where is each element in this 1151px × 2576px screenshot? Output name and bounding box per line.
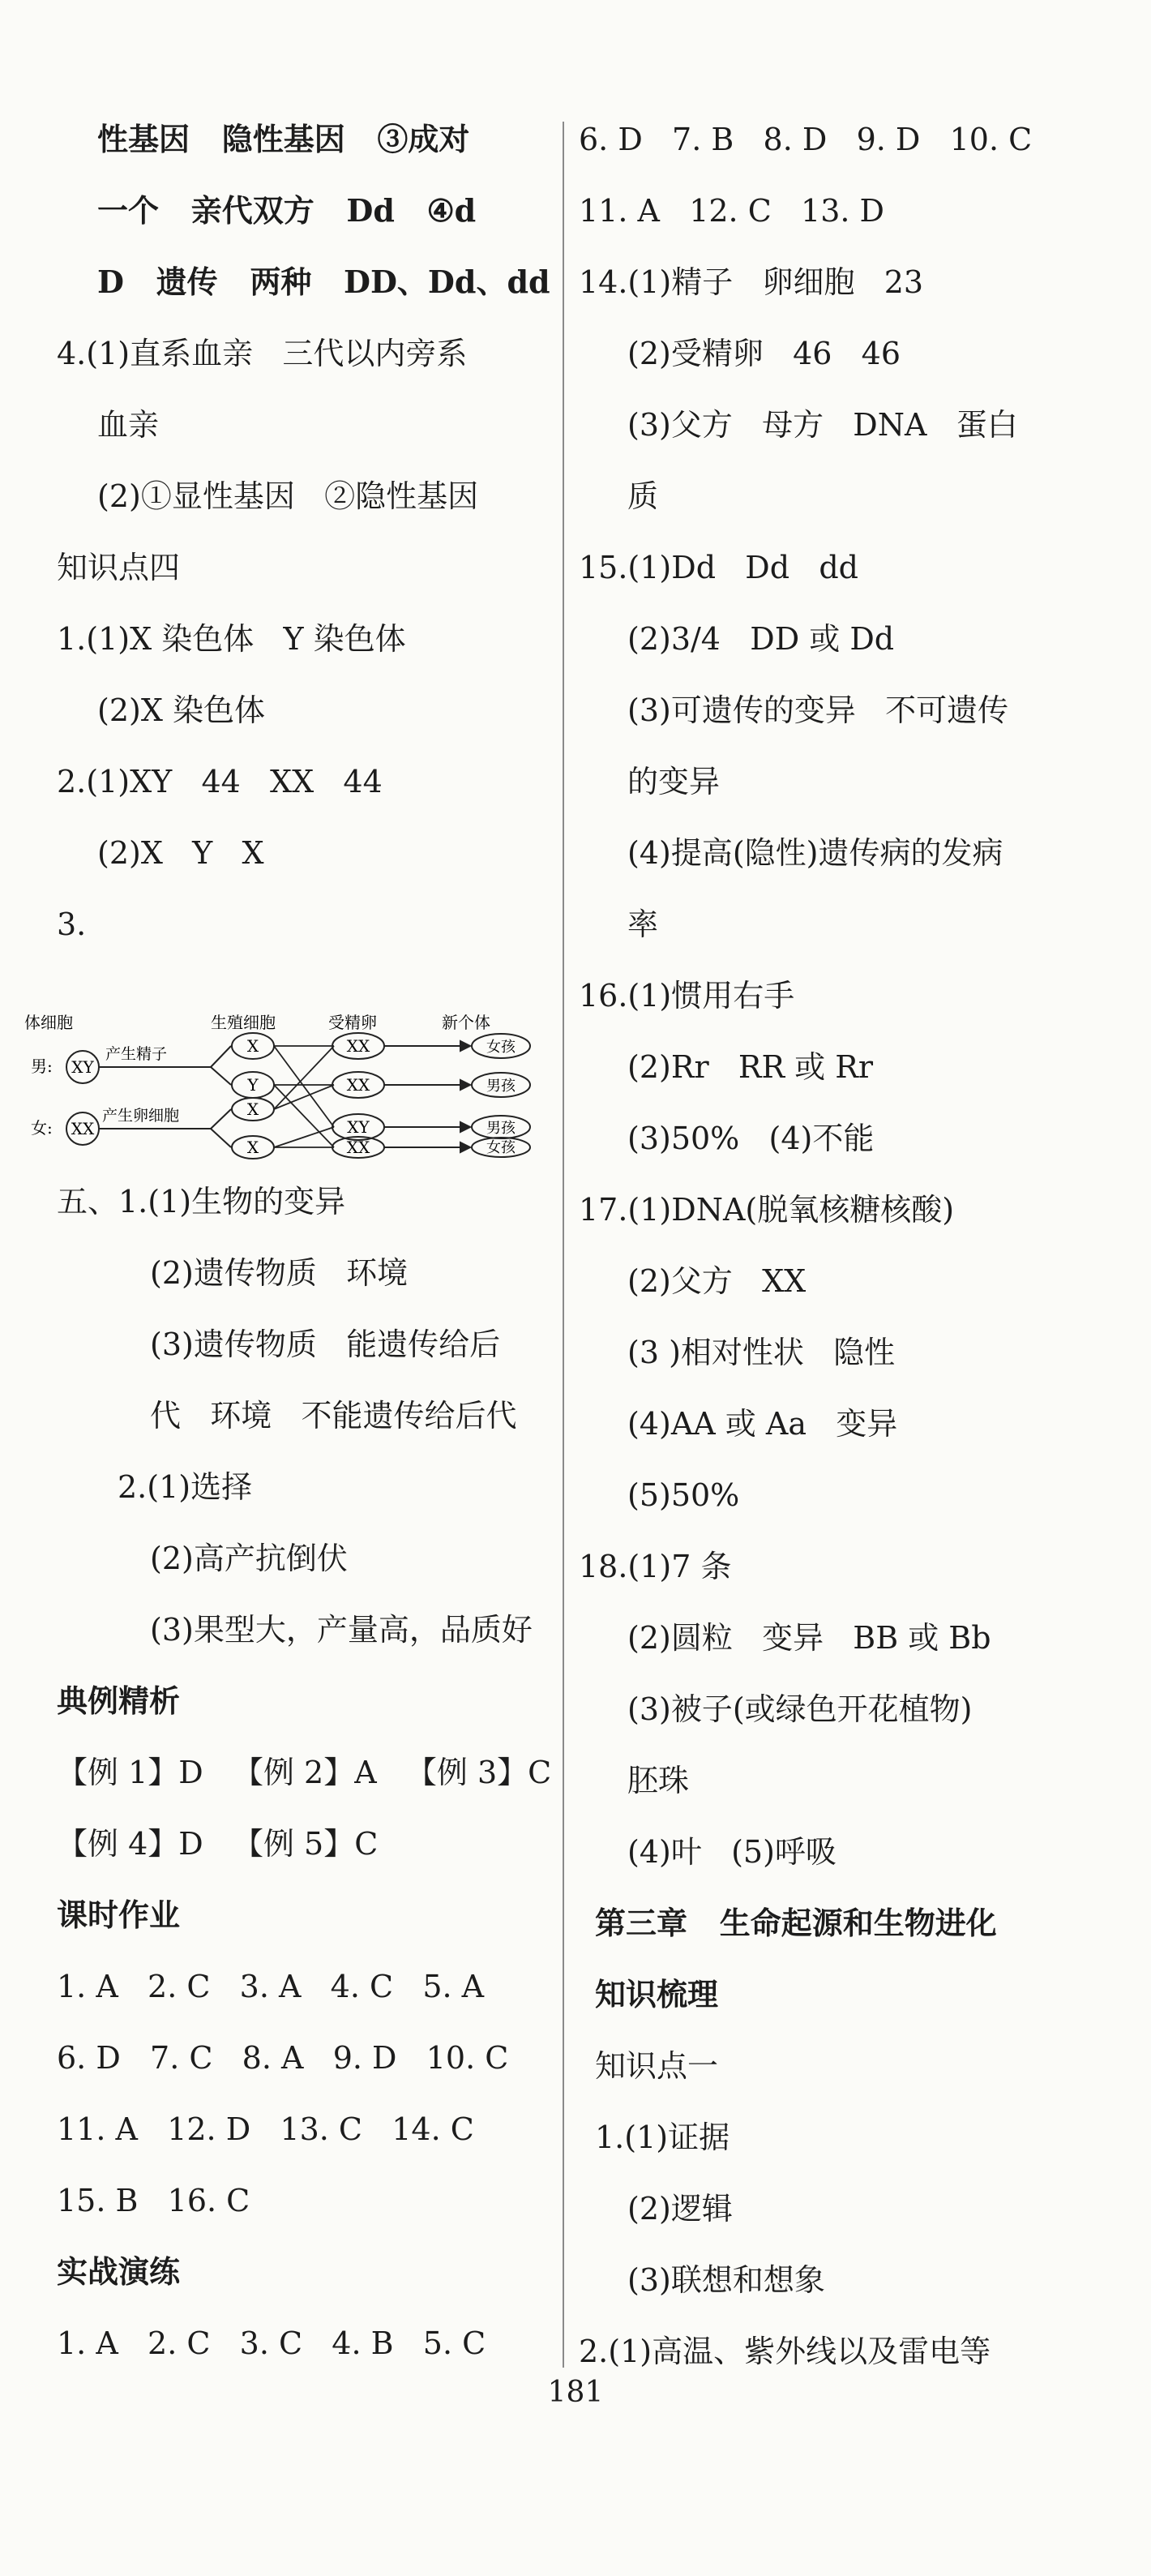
svg-text:Y: Y <box>247 1075 259 1095</box>
text-line: 知识梳理 <box>595 1976 719 2012</box>
svg-text:XY: XY <box>347 1117 370 1137</box>
text-line: 【例 1】D 【例 2】A 【例 3】C <box>57 1755 552 1790</box>
zygote <box>332 1072 384 1098</box>
text-line: 16.(1)惯用右手 <box>579 978 795 1014</box>
gamete <box>232 1033 274 1059</box>
text-line: 五、1.(1)生物的变异 <box>57 1184 346 1219</box>
gamete <box>232 1072 274 1098</box>
text-line: 1.(1)证据 <box>595 2120 730 2155</box>
svg-text:XX: XX <box>346 1138 370 1157</box>
diagram-header: 体细胞 <box>24 1014 73 1032</box>
text-line: 知识点四 <box>57 550 181 585</box>
text-line: (3)遗传物质 能遗传给后 <box>150 1327 501 1362</box>
text-line: (3)联想和想象 <box>627 2262 825 2298</box>
text-line: 11. A 12. D 13. C 14. C <box>57 2111 474 2147</box>
text-line: 1.(1)X 染色体 Y 染色体 <box>57 621 406 657</box>
text-line: (3)果型大，产量高，品质好 <box>150 1612 533 1648</box>
svg-text:XX: XX <box>346 1075 370 1095</box>
diagram-header: 新个体 <box>442 1014 490 1032</box>
column-divider <box>563 122 564 2368</box>
text-line: 代 环境 不能遗传给后代 <box>150 1398 517 1434</box>
text-line: 实战演练 <box>57 2253 181 2290</box>
text-line: (2)高产抗倒伏 <box>150 1541 348 1576</box>
text-line: (2)父方 XX <box>627 1263 807 1299</box>
text-line: 第三章 生命起源和生物进化 <box>595 1905 997 1941</box>
text-line: 的变异 <box>627 764 721 799</box>
text-line: 14.(1)精子 卵细胞 23 <box>579 264 924 300</box>
inheritance-diagram <box>24 1014 559 1159</box>
text-line: 3. <box>57 907 87 942</box>
svg-text:X: X <box>246 1036 259 1056</box>
text-line: 典例精析 <box>57 1682 181 1719</box>
text-line: (3)被子(或绿色开花植物) <box>627 1691 973 1727</box>
text-line: 一个 亲代双方 Dd ④d <box>97 192 477 229</box>
text-line: (2)遗传物质 环境 <box>150 1255 409 1291</box>
text-line: 4.(1)直系血亲 三代以内旁系 <box>57 336 468 371</box>
text-line: 11. A 12. C 13. D <box>579 193 884 229</box>
text-line: (3 )相对性状 隐性 <box>627 1335 896 1370</box>
male-label: 男: <box>31 1057 53 1076</box>
svg-text:X: X <box>246 1099 259 1119</box>
text-line: 性基因 隐性基因 ③成对 <box>97 121 470 157</box>
text-line: 6. D 7. B 8. D 9. D 10. C <box>579 122 1033 157</box>
svg-text:男孩: 男孩 <box>486 1078 516 1095</box>
text-line: (4)AA 或 Aa 变异 <box>627 1406 898 1442</box>
text-line: 15. B 16. C <box>57 2183 250 2218</box>
text-line: 血亲 <box>97 407 160 443</box>
text-line: (3)50% (4)不能 <box>627 1121 875 1156</box>
offspring <box>472 1034 530 1058</box>
text-line: 率 <box>627 907 659 942</box>
text-line: 胚珠 <box>627 1763 690 1798</box>
text-line: (3)可遗传的变异 不可遗传 <box>627 692 1009 728</box>
offspring <box>472 1116 530 1138</box>
text-line: (2)逻辑 <box>627 2191 733 2227</box>
zygote <box>332 1137 384 1158</box>
text-line: (2)3/4 DD 或 Dd <box>627 621 895 657</box>
text-line: (2)①显性基因 ②隐性基因 <box>97 478 479 514</box>
text-line: (2)X 染色体 <box>97 692 265 728</box>
male-process-label: 产生精子 <box>105 1045 168 1063</box>
svg-text:XX: XX <box>346 1036 370 1056</box>
text-line: 1. A 2. C 3. C 4. B 5. C <box>57 2325 486 2361</box>
text-line: 2.(1)选择 <box>118 1469 253 1505</box>
text-line: 2.(1)高温、紫外线以及雷电等 <box>579 2334 991 2369</box>
female-label: 女: <box>31 1118 53 1138</box>
text-line: 15.(1)Dd Dd dd <box>579 550 858 585</box>
text-line: 6. D 7. C 8. A 9. D 10. C <box>57 2040 509 2076</box>
diagram-header: 生殖细胞 <box>211 1014 276 1032</box>
text-line: 1. A 2. C 3. A 4. C 5. A <box>57 1969 485 2004</box>
gamete <box>232 1098 274 1121</box>
gamete <box>232 1136 274 1159</box>
text-line: 质 <box>627 478 659 514</box>
text-line: (2)Rr RR 或 Rr <box>627 1049 873 1085</box>
text-line: (2)受精卵 46 46 <box>627 336 901 371</box>
text-line: (4)叶 (5)呼吸 <box>627 1834 837 1870</box>
female-body-cell-label: XX <box>71 1119 95 1138</box>
text-line: 17.(1)DNA(脱氧核糖核酸) <box>579 1192 955 1228</box>
text-line: (2)X Y X <box>97 835 264 871</box>
diagram-header: 受精卵 <box>328 1014 377 1032</box>
female-process-label: 产生卵细胞 <box>102 1107 180 1125</box>
text-line: 18.(1)7 条 <box>579 1549 732 1584</box>
text-line: 知识点一 <box>595 2048 719 2084</box>
text-line: 2.(1)XY 44 XX 44 <box>57 764 383 799</box>
page-number: 181 <box>547 2376 604 2409</box>
text-line: (5)50% <box>627 1477 740 1513</box>
male-body-cell-label: XY <box>71 1057 94 1077</box>
text-line: 【例 4】D 【例 5】C <box>57 1826 379 1862</box>
text-line: D 遗传 两种 DD、Dd、dd <box>97 264 550 300</box>
svg-text:女孩: 女孩 <box>486 1139 516 1156</box>
text-line: 课时作业 <box>57 1897 181 1933</box>
text-line: (3)父方 母方 DNA 蛋白 <box>627 407 1018 443</box>
svg-text:X: X <box>246 1138 259 1157</box>
text-line: (2)圆粒 变异 BB 或 Bb <box>627 1620 991 1656</box>
svg-text:男孩: 男孩 <box>486 1120 516 1137</box>
text-line: (4)提高(隐性)遗传病的发病 <box>627 835 1003 871</box>
zygote <box>332 1033 384 1059</box>
svg-text:女孩: 女孩 <box>486 1039 516 1056</box>
offspring <box>472 1073 530 1097</box>
offspring <box>472 1138 530 1157</box>
